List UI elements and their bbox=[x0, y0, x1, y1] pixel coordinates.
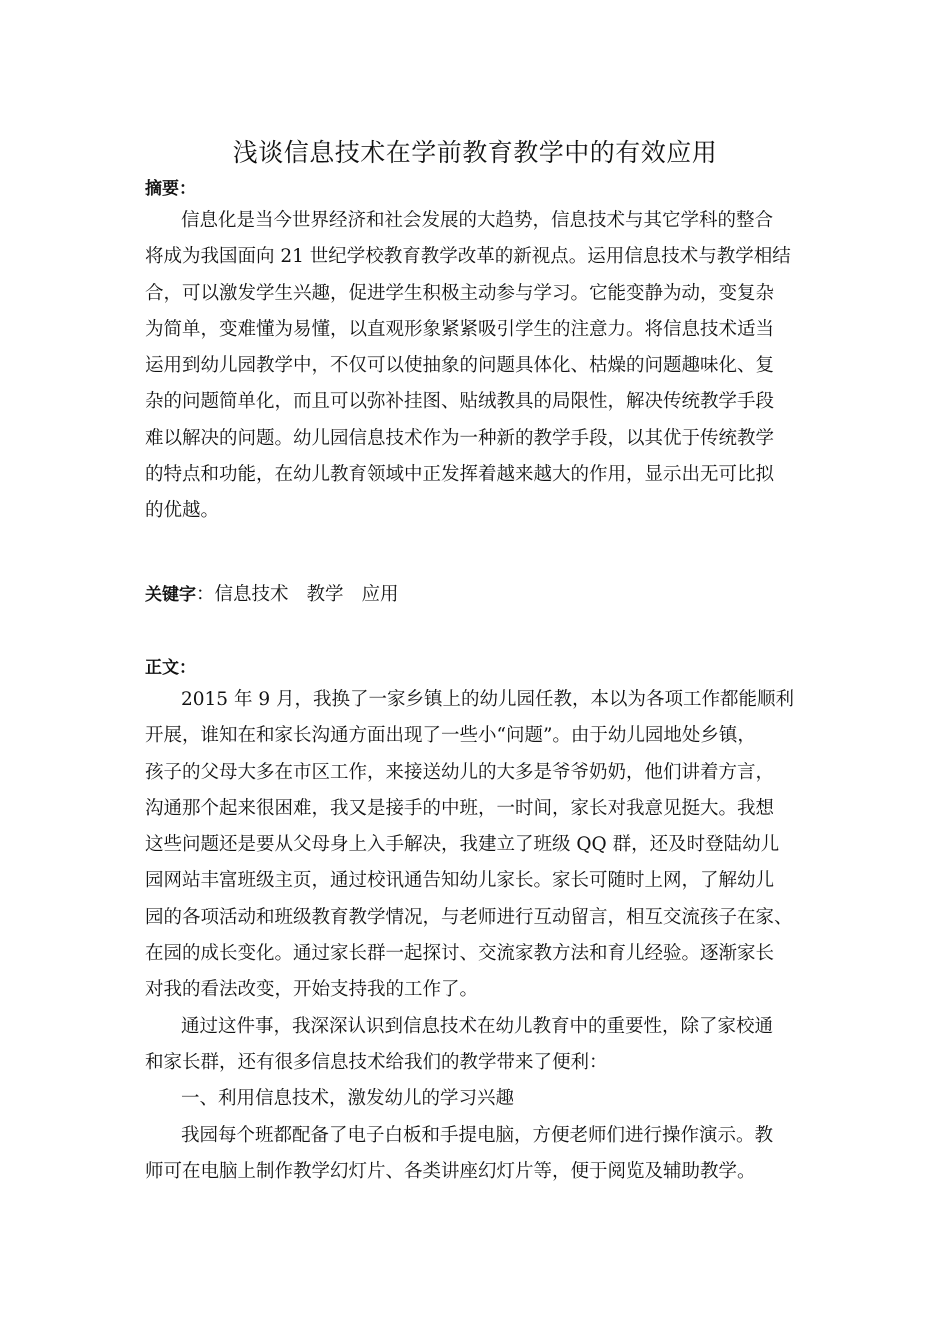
keyword: 应用 bbox=[361, 584, 399, 605]
body-line: 沟通那个起来很困难，我又是接手的中班，一时间，家长对我意见挺大。我想 bbox=[145, 797, 775, 819]
body-line: 对我的看法改变，开始支持我的工作了。 bbox=[145, 979, 479, 1001]
keywords-row bbox=[145, 581, 417, 609]
abstract-line: 将成为我国面向 21 世纪学校教育教学改革的新视点。运用信息技术与教学相结 bbox=[145, 246, 791, 268]
section-heading: 一、利用信息技术，激发幼儿的学习兴趣 bbox=[181, 1088, 515, 1110]
keywords-colon: ： bbox=[196, 584, 215, 605]
keywords-label: 关键字 bbox=[145, 585, 196, 605]
body-line: 在园的成长变化。通过家长群一起探讨、交流家教方法和育儿经验。逐渐家长 bbox=[145, 943, 775, 965]
body-line: 我园每个班都配备了电子白板和手提电脑，方便老师们进行操作演示。教 bbox=[181, 1124, 774, 1146]
abstract-line: 合，可以激发学生兴趣，促进学生积极主动参与学习。它能变静为动，变复杂 bbox=[145, 282, 775, 304]
body-heading: 正文： bbox=[145, 658, 196, 678]
body-line: 园的各项活动和班级教育教学情况，与老师进行互动留言，相互交流孩子在家、 bbox=[145, 906, 793, 928]
body-line: 2015 年 9 月，我换了一家乡镇上的幼儿园任教，本以为各项工作都能顺利 bbox=[181, 689, 794, 710]
body-paragraphs bbox=[145, 682, 810, 1190]
body-line: 孩子的父母大多在市区工作，来接送幼儿的大多是爷爷奶奶，他们讲着方言， bbox=[145, 761, 775, 783]
keyword: 教学 bbox=[306, 584, 344, 605]
abstract-line: 的特点和功能，在幼儿教育领域中正发挥着越来越大的作用，显示出无可比拟 bbox=[145, 464, 775, 486]
body-line: 开展，谁知在和家长沟通方面出现了一些小“问题”。由于幼儿园地处乡镇， bbox=[145, 725, 756, 747]
document-title: 浅谈信息技术在学前教育教学中的有效应用 bbox=[232, 138, 718, 167]
body-line: 园网站丰富班级主页，通过校讯通告知幼儿家长。家长可随时上网，了解幼儿 bbox=[145, 870, 775, 892]
body-line: 和家长群，还有很多信息技术给我们的教学带来了便利： bbox=[145, 1051, 608, 1073]
body-line: 师可在电脑上制作教学幻灯片、各类讲座幻灯片等，便于阅览及辅助教学。 bbox=[145, 1160, 756, 1182]
abstract-line: 的优越。 bbox=[145, 500, 220, 522]
abstract-line: 为简单，变难懂为易懂，以直观形象紧紧吸引学生的注意力。将信息技术适当 bbox=[145, 318, 775, 340]
abstract-heading: 摘要： bbox=[145, 179, 196, 199]
abstract-line: 运用到幼儿园教学中，不仅可以使抽象的问题具体化、枯燥的问题趣味化、复 bbox=[145, 355, 775, 377]
body-line: 通过这件事，我深深认识到信息技术在幼儿教育中的重要性，除了家校通 bbox=[181, 1015, 774, 1037]
body-line: 这些问题还是要从父母身上入手解决，我建立了班级 QQ 群，还及时登陆幼儿 bbox=[145, 834, 780, 856]
abstract-line: 信息化是当今世界经济和社会发展的大趋势，信息技术与其它学科的整合 bbox=[181, 210, 774, 231]
abstract-paragraph bbox=[145, 203, 810, 530]
keyword: 信息技术 bbox=[214, 584, 289, 605]
abstract-line: 杂的问题简单化，而且可以弥补挂图、贴绒教具的局限性，解决传统教学手段 bbox=[145, 391, 775, 413]
abstract-line: 难以解决的问题。幼儿园信息技术作为一种新的教学手段，以其优于传统教学 bbox=[145, 427, 775, 449]
